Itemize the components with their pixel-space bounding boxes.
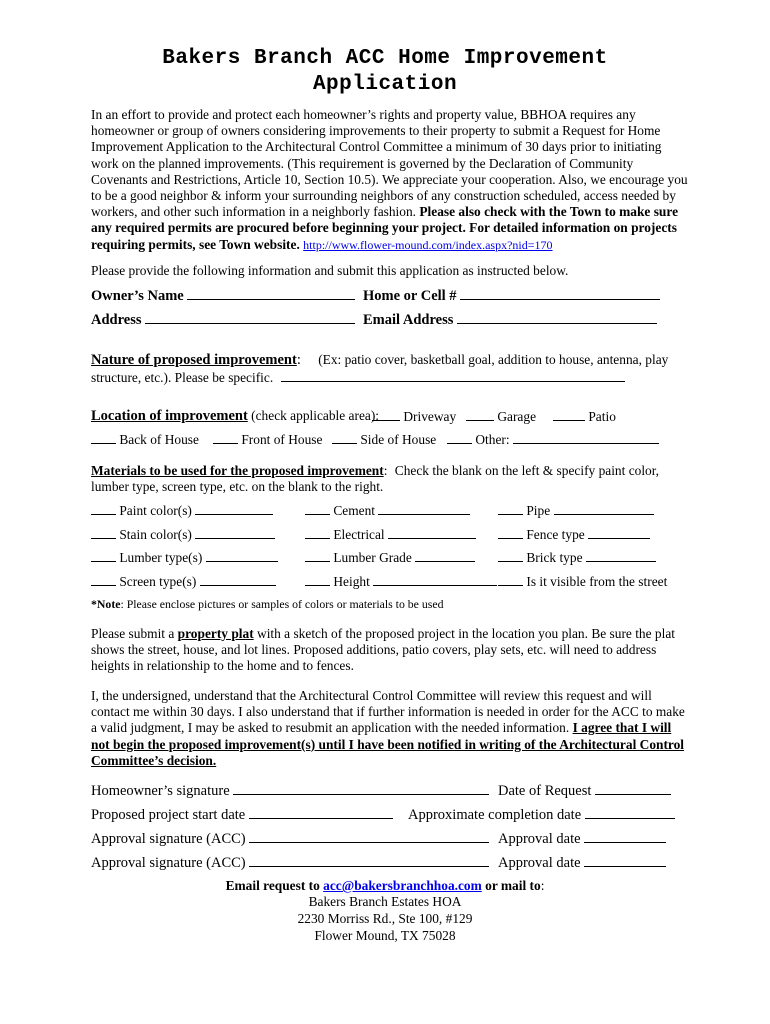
phone-field[interactable] — [460, 287, 660, 300]
location-option[interactable] — [372, 408, 456, 425]
approval-signature-row: Approval signature (ACC) — [91, 854, 489, 872]
note-text: : Please enclose pictures or samples of colors or materials to be used — [120, 597, 444, 611]
instructions-text: Please provide the following information and submit this application as instructed below. — [91, 263, 569, 278]
side-of-house-label: Side of House — [360, 432, 437, 447]
location-option[interactable] — [466, 408, 536, 425]
material-item[interactable]: Height — [305, 573, 497, 590]
address-row — [91, 311, 355, 329]
intro-bold-text: Please also check with the Town to make sure any required permits are procured before beginning your project. For detailed information on projects requiring permits, see Town website. — [91, 204, 679, 252]
nature-hint: (Ex: patio cover, basketball goal, addition to house, antenna, play — [318, 352, 669, 367]
location-option[interactable] — [332, 431, 436, 448]
material-item[interactable]: Lumber Grade — [305, 549, 475, 566]
homeowner-signature-row: Homeowner’s signature — [91, 782, 489, 800]
nature-row-2 — [91, 369, 625, 386]
address-label: Address — [91, 312, 142, 328]
nature-field[interactable] — [281, 369, 625, 382]
form-title: Bakers Branch ACC Home Improvement — [162, 47, 608, 70]
email-field[interactable] — [457, 311, 657, 324]
material-item[interactable]: Paint color(s) — [91, 502, 273, 519]
materials-hint-2: lumber type, screen type, etc. on the blank to the right. — [91, 479, 384, 494]
plat-paragraph: Please submit a property plat with a sketch of the proposed project in the location you plan. Be sure the plat shows the street, house, and lot lines. Proposed additions, patio covers, play sets, etc. will need to address heights in relationship to the home and to fences. — [91, 626, 675, 674]
agreement-paragraph: I, the undersigned, understand that the Architectural Control Committee will review this request and will contact me within 30 days. I also understand that if further information is needed in order for the ACC to make a valid judgment, I may be asked to resubmit an application with the needed information. I agree that I will not begin the proposed improvement(s) until I have been notified in writing of the Architectural Control Committee’s decision. — [91, 688, 685, 768]
email-request-line: Email request to acc@bakersbranchhoa.com or mail to: — [225, 878, 545, 893]
nature-hint-2: structure, etc.). Please be specific. — [91, 370, 274, 385]
nature-row: Nature of proposed improvement: (Ex: patio cover, basketball goal, addition to house, antenna, play — [91, 352, 669, 368]
location-option[interactable] — [213, 431, 322, 448]
mail-address-line2: 2230 Morriss Rd., Ste 100, #129 — [297, 911, 473, 926]
acc-email-link[interactable]: acc@bakersbranchhoa.com — [323, 878, 482, 893]
nature-label: Nature of proposed improvement — [91, 352, 297, 368]
agreement-bold-text: I agree that I will not begin the proposed improvement(s) until I have been notified in writing of the Architectural Control Committee’s decision. — [91, 720, 685, 768]
back-of-house-label: Back of House — [119, 432, 199, 447]
completion-date-field[interactable] — [585, 806, 675, 819]
phone-label: Home or Cell # — [363, 288, 457, 304]
owner-name-field[interactable] — [187, 287, 355, 300]
material-item[interactable]: Screen type(s) — [91, 573, 276, 590]
approval-date-field[interactable] — [584, 854, 666, 867]
materials-row: Materials to be used for the proposed improvement: Check the blank on the left & specify paint color, — [91, 463, 660, 478]
email-label: Email Address — [363, 312, 454, 328]
material-item[interactable]: Brick type — [498, 549, 656, 566]
town-website-link[interactable]: http://www.flower-mound.com/index.aspx?nid=170 — [303, 237, 553, 252]
date-request-field[interactable] — [595, 782, 671, 795]
note-label: *Note — [91, 597, 121, 611]
material-item[interactable]: Is it visible from the street — [498, 573, 667, 590]
approval-date-field[interactable] — [584, 830, 666, 843]
material-item[interactable]: Pipe — [498, 502, 654, 519]
approval-date-row: Approval date — [498, 830, 666, 848]
location-option[interactable] — [553, 408, 616, 425]
other-field[interactable] — [513, 431, 659, 444]
phone-row — [363, 287, 660, 305]
location-row — [91, 408, 379, 425]
approval-signature-row: Approval signature (ACC) — [91, 830, 489, 848]
start-date-field[interactable] — [249, 806, 393, 819]
intro-text: In an effort to provide and protect each homeowner’s rights and property value, BBHOA requires any homeowner or group of owners considering improvements to their property to submit a Request for Home Improvement Application to the Architectural Control Committee a minimum of 30 days prior to initiating work on the planned improvements. (This requirement is governed by the Declaration of Community Covenants and Restrictions, Article 10, Section 10.5). We appreciate your cooperation. Also, we encourage you to be a good neighbor & inform your surrounding neighbors of any construction scheduled, access needed by workers, and other such information in a neighborly fashion. — [91, 107, 688, 220]
address-field[interactable] — [145, 311, 355, 324]
materials-note — [91, 597, 444, 612]
email-row — [363, 311, 657, 329]
location-hint: (check applicable area): — [251, 408, 380, 423]
mail-address-line1: Bakers Branch Estates HOA — [308, 894, 462, 909]
form-title-line2: Application — [312, 73, 458, 96]
location-option[interactable] — [91, 431, 199, 448]
material-item[interactable]: Fence type — [498, 526, 650, 543]
location-label: Location of improvement — [91, 408, 248, 424]
owner-name-row — [91, 287, 355, 305]
start-date-row: Proposed project start date — [91, 806, 393, 824]
completion-date-row: Approximate completion date — [408, 806, 675, 824]
homeowner-signature-field[interactable] — [233, 782, 489, 795]
other-label: Other: — [475, 432, 510, 447]
approval-signature-field[interactable] — [249, 854, 489, 867]
approval-date-row: Approval date — [498, 854, 666, 872]
front-of-house-label: Front of House — [241, 432, 323, 447]
material-item[interactable]: Lumber type(s) — [91, 549, 278, 566]
date-request-row: Date of Request — [498, 782, 671, 800]
material-item[interactable]: Electrical — [305, 526, 476, 543]
patio-label: Patio — [588, 409, 616, 424]
materials-hint: Check the blank on the left & specify paint color, — [394, 463, 660, 478]
owner-name-label: Owner’s Name — [91, 288, 184, 304]
location-option[interactable] — [447, 431, 659, 448]
property-plat-text: property plat — [177, 626, 254, 641]
mail-address-line3: Flower Mound, TX 75028 — [314, 928, 456, 943]
garage-label: Garage — [497, 409, 537, 424]
approval-signature-field[interactable] — [249, 830, 489, 843]
driveway-label: Driveway — [403, 409, 457, 424]
material-item[interactable]: Cement — [305, 502, 470, 519]
materials-label: Materials to be used for the proposed improvement — [91, 463, 384, 478]
material-item[interactable]: Stain color(s) — [91, 526, 275, 543]
intro-paragraph — [91, 107, 691, 253]
